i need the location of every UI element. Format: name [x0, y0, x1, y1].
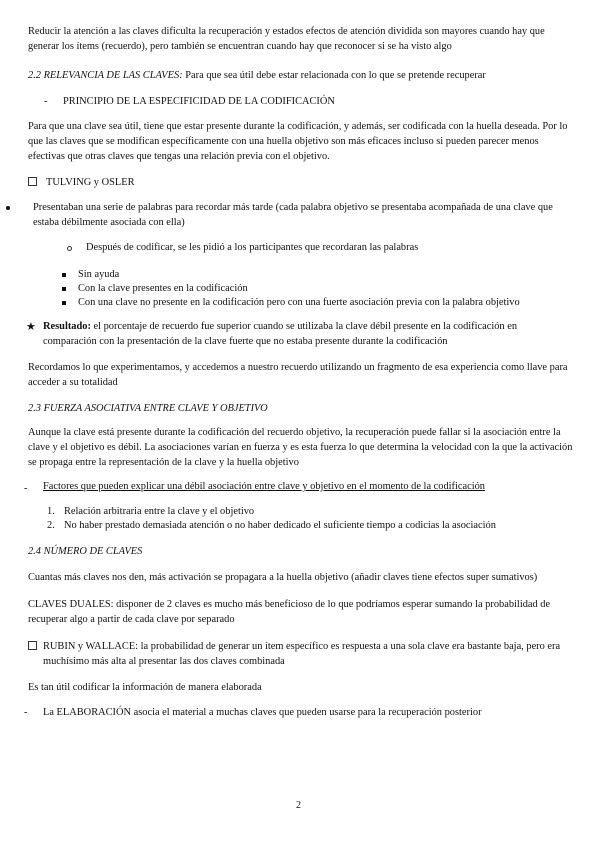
paragraph-claves-duales: CLAVES DUALES: disponer de 2 claves es mucho más beneficioso de lo que podríamos esperar sumando la probabilidad de recuperar algo a partir de cada clave por separado	[28, 599, 551, 625]
section-2-2-heading	[28, 68, 576, 83]
bullet-circle-icon	[67, 246, 72, 251]
list-number: 2.	[47, 520, 55, 531]
list-item: Sin ayuda	[78, 269, 120, 280]
bullet-presentaban: Presentaban una serie de palabras para recordar más tarde (cada palabra objetivo se presentaba acompañada de una clave que estaba débilmente asociada con ella)	[33, 202, 553, 228]
list-item: No haber prestado demasiada atención o no haber dedicado el suficiente tiempo a codicias la asociación	[64, 520, 496, 531]
section-2-4-heading: 2.4 NÚMERO DE CLAVES	[28, 546, 143, 557]
resultado-paragraph	[43, 319, 573, 349]
resultado-label: Resultado:	[43, 321, 91, 332]
section-2-2-text: Para que sea útil debe estar relacionada con lo que se pretende recuperar	[182, 70, 486, 81]
tulving-osler-label: TULVING y OSLER	[46, 177, 135, 188]
bullet-square-icon	[62, 287, 66, 291]
paragraph-cuantas: Cuantas más claves nos den, más activación se propagara a la huella objetivo (añadir claves tiene efectos super sumativos)	[28, 572, 538, 583]
list-number: 1.	[47, 506, 55, 517]
bullet-dot-icon	[6, 206, 10, 210]
paragraph-recordamos: Recordamos lo que experimentamos, y accedemos a nuestro recuerdo utilizando un fragmento de esa experiencia como llave para acceder a su totalidad	[28, 362, 568, 388]
star-bullet-icon: ★	[26, 321, 36, 333]
principio-heading: PRINCIPIO DE LA ESPECIFICIDAD DE LA CODIFICACIÓN	[63, 96, 335, 107]
bullet-square-icon	[62, 273, 66, 277]
dash-bullet: -	[24, 707, 28, 718]
page-number: 2	[296, 800, 301, 811]
factores-heading: Factores que pueden explicar una débil asociación entre clave y objetivo en el momento de la codificación	[43, 481, 486, 492]
bullet-despues: Después de codificar, se les pidió a los participantes que recordaran las palabras	[86, 242, 419, 253]
paragraph-es-tan-util: Es tan útil codificar la información de manera elaborada	[28, 682, 262, 693]
paragraph-elaboracion: La ELABORACIÓN asocia el material a muchas claves que pueden usarse para la recuperación posterior	[43, 707, 482, 718]
paragraph-clave-util: Para que una clave sea útil, tiene que estar presente durante la codificación, y además, ser codificada con la huella deseada. Por lo que las claves que se modifican específicamente con una huella objetivo son más eficaces incluso si pueden parecer menos efectivas que otras claves que tengas una relación previa con el objetivo.	[28, 121, 568, 162]
dash-bullet: -	[24, 483, 28, 494]
resultado-text: el porcentaje de recuerdo fue superior cuando se utilizaba la clave débil presente en la codificación en comparación con la presentación de la clave fuerte que no estaba presente durante la codificación	[43, 321, 518, 347]
checkbox-icon[interactable]	[28, 641, 37, 650]
list-item: Relación arbitraria entre la clave y el objetivo	[64, 506, 255, 517]
dash-bullet: -	[44, 96, 48, 107]
list-item: Con una clave no presente en la codificación pero con una fuerte asociación previa con la palabra objetivo	[78, 297, 520, 308]
checkbox-icon[interactable]	[28, 177, 37, 186]
section-2-3-heading: 2.3 FUERZA ASOCIATIVA ENTRE CLAVE Y OBJETIVO	[28, 403, 268, 414]
list-item: Con la clave presentes en la codificación	[78, 283, 248, 294]
section-2-2-label: 2.2 RELEVANCIA DE LAS CLAVES:	[28, 70, 183, 81]
bullet-square-icon	[62, 301, 66, 305]
paragraph-rubin-wallace: RUBIN y WALLACE: la probabilidad de generar un ítem específico es respuesta a una sola clave era bastante baja, pero era muchísimo más alta al presentar las dos claves combinada	[43, 641, 561, 667]
paragraph-aunque: Aunque la clave está presente durante la codificación del recuerdo objetivo, la recuperación puede fallar si la asociación entre la clave y el objetivo es débil. La asociaciones varían en fuerza y es esta fuerza lo que determina la velocidad con la que la activación se propaga entre la representación de la clave y la huella objetivo	[28, 427, 573, 468]
paragraph-intro: Reducir la atención a las claves dificulta la recuperación y estados efectos de atención dividida son mayores cuando hay que generar los ítems (recuerdo), pero también se encuentran cuando hay que reconocer si se ha visto algo	[28, 26, 545, 52]
